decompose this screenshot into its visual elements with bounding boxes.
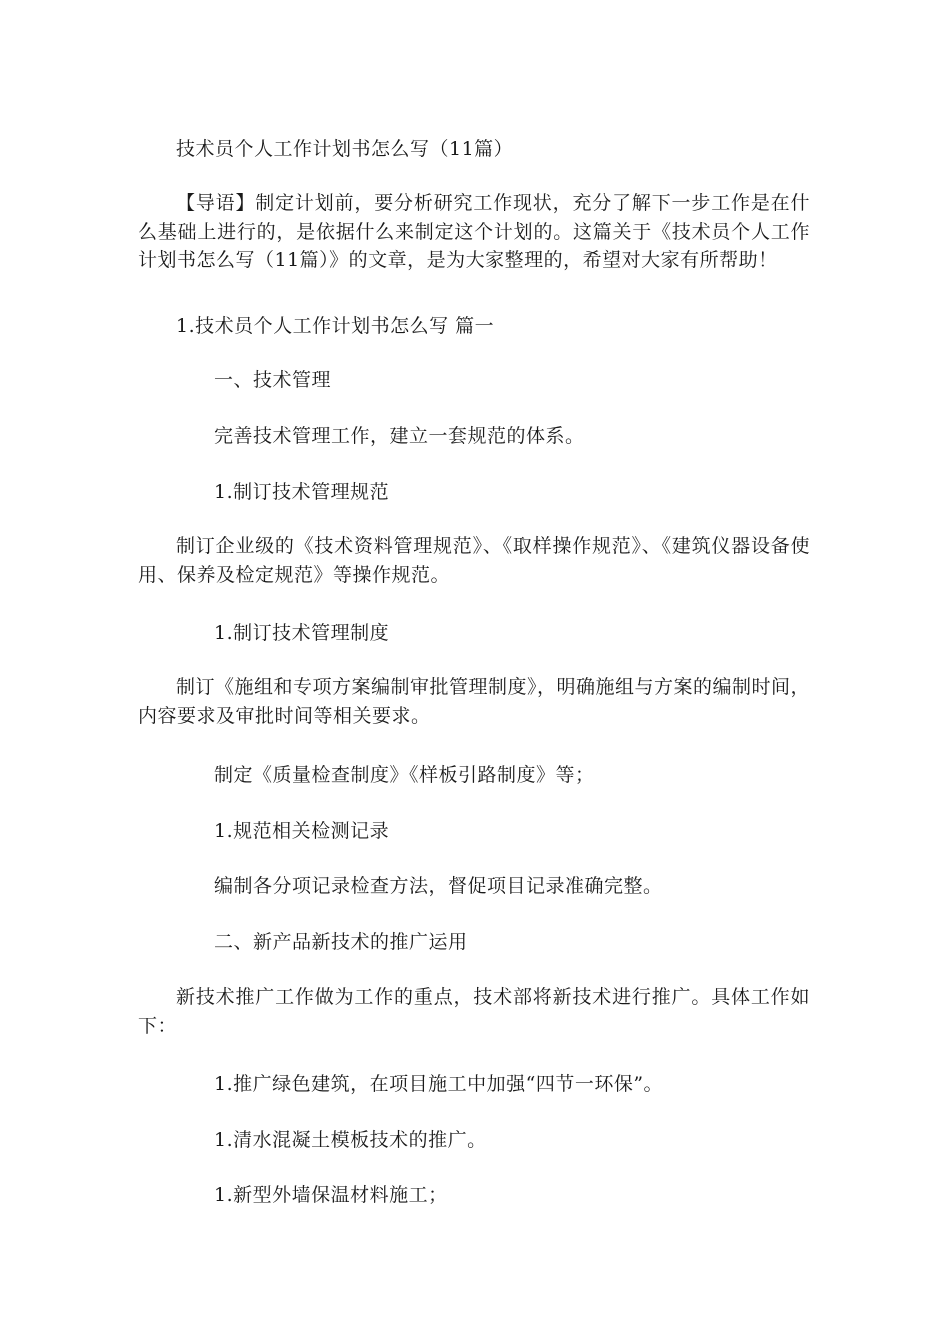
- part2-text: 新技术推广工作做为工作的重点，技术部将新技术进行推广。具体工作如下：: [138, 986, 810, 1037]
- list-item: 1.新型外墙保温材料施工；: [214, 1184, 448, 1206]
- item3-heading: 1.规范相关检测记录: [214, 820, 390, 842]
- section-heading: 1.技术员个人工作计划书怎么写 篇一: [176, 315, 495, 337]
- item3-text: 编制各分项记录检查方法，督促项目记录准确完整。: [214, 875, 663, 897]
- intro-paragraph: 【导语】制定计划前，要分析研究工作现状，充分了解下一步工作是在什么基础上进行的，是依据什么来制定这个计划的。这篇关于《技术员个人工作计划书怎么写（11篇）》的文章，是为大家整理的，希望对大家有所帮助！: [138, 192, 810, 271]
- item2-text: 制订《施组和专项方案编制审批管理制度》，明确施组与方案的编制时间，内容要求及审批时间等相关要求。: [138, 676, 811, 727]
- list-item: 1.推广绿色建筑，在项目施工中加强“四节一环保”。: [214, 1073, 664, 1095]
- item1-text: 制订企业级的《技术资料管理规范》、《取样操作规范》、《建筑仪器设备使用、保养及检定规范》等操作规范。: [138, 535, 810, 586]
- item1-heading: 1.制订技术管理规范: [214, 481, 390, 503]
- part1-text: 完善技术管理工作，建立一套规范的体系。: [214, 425, 585, 447]
- part2-heading: 二、新产品新技术的推广运用: [214, 931, 468, 953]
- item2-heading: 1.制订技术管理制度: [214, 622, 390, 644]
- list-item: 1.清水混凝土模板技术的推广。: [214, 1129, 487, 1151]
- item2-text2: 制定《质量检查制度》《样板引路制度》等；: [214, 764, 595, 786]
- part1-heading: 一、技术管理: [214, 369, 332, 391]
- document-title: 技术员个人工作计划书怎么写（11篇）: [176, 138, 514, 160]
